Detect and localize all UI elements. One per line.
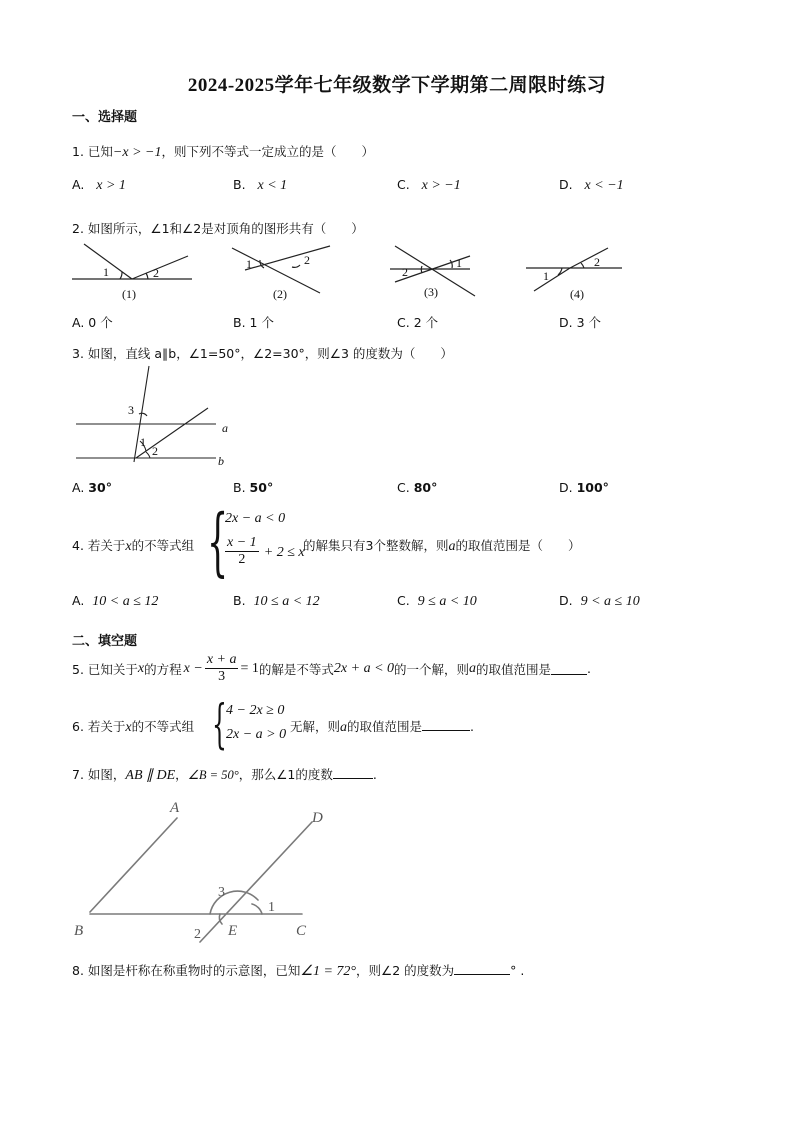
q5-frac-num: x + a — [206, 652, 237, 667]
question-6-prefix — [72, 717, 194, 736]
q7-answer-blank[interactable] — [333, 766, 373, 779]
fig2-arc-2 — [292, 265, 300, 267]
option-expr: x > −1 — [421, 178, 461, 193]
q4-option-a[interactable] — [72, 593, 158, 610]
q7-figure — [72, 792, 342, 948]
q6-post: 无解，则 — [290, 719, 341, 734]
question-2-stem: 2. 如图所示，∠1和∠2是对顶角的图形共有（ ） — [72, 221, 364, 236]
question-1-stem — [72, 142, 374, 161]
option-label: C. — [397, 480, 410, 495]
arc-3 — [139, 413, 147, 416]
q6-row2: 2x − a > 0 — [226, 727, 287, 742]
fig4-caption: (4) — [570, 287, 584, 301]
q8-pre: 8. 如图是杆称在称重物时的示意图，已知 — [72, 963, 301, 978]
q5-answer-blank[interactable] — [551, 662, 587, 675]
option-label: D. — [559, 315, 573, 330]
option-expr: 10 < a ≤ 12 — [92, 594, 159, 609]
q3-option-c[interactable] — [397, 480, 437, 495]
label-a: a — [222, 421, 228, 435]
option-expr: 2 个 — [413, 315, 439, 330]
arc-1 — [252, 904, 262, 914]
q2-option-d[interactable] — [559, 313, 601, 331]
q6-var2: a — [340, 720, 348, 735]
option-expr: 80° — [413, 480, 438, 495]
q7-post: ，那么∠1的度数 — [238, 767, 333, 782]
q7-cond1: AB ∥ DE — [125, 768, 176, 783]
fig4-ray-right — [570, 248, 608, 268]
q6-var: x — [125, 720, 132, 735]
q8-end: ° . — [510, 963, 525, 978]
angle-label-3: 3 — [218, 885, 225, 900]
q5-mid: 的方程 — [144, 661, 182, 677]
q3-option-d[interactable] — [559, 480, 609, 495]
q4-row2 — [225, 535, 305, 568]
fig4-label-1: 1 — [543, 269, 549, 283]
option-label: C. — [397, 315, 410, 330]
fig2-line-b — [245, 246, 330, 270]
label-1: 1 — [140, 435, 146, 449]
option-expr: 50° — [249, 480, 274, 495]
option-label: A. — [72, 315, 85, 330]
q4-var: x — [125, 539, 132, 554]
option-expr: 100° — [576, 480, 609, 495]
q5-pre: 5. 已知关于 — [72, 661, 138, 677]
question-4-prefix — [72, 536, 194, 555]
q4-option-d[interactable] — [559, 593, 640, 610]
fig3-label-2: 2 — [402, 265, 408, 279]
option-label: C. — [397, 177, 410, 192]
point-A: A — [170, 800, 180, 816]
option-expr: 0 个 — [88, 315, 113, 330]
q4-fraction — [225, 535, 259, 568]
option-expr: x < −1 — [584, 178, 624, 193]
question-3-stem: 3. 如图，直线 a∥b，∠1=50°，∠2=30°，则∠3 的度数为（ ） — [72, 346, 453, 361]
q5-post2: 的取值范围是 — [476, 661, 552, 677]
q4-system-brace: { — [207, 499, 229, 585]
option-label: B. — [233, 177, 246, 192]
q1-prefix: 1. 已知 — [72, 144, 113, 159]
fig2-caption: (2) — [273, 287, 287, 301]
fig1-arc-2 — [146, 273, 148, 279]
q1-condition: −x > −1 — [112, 145, 162, 160]
q4-option-b[interactable] — [233, 593, 320, 610]
fig1-label-2: 2 — [153, 266, 159, 280]
option-expr: x < 1 — [257, 178, 288, 193]
option-expr: 10 ≤ a < 12 — [253, 594, 320, 609]
fig2-label-1: 1 — [246, 257, 252, 271]
option-expr: 9 ≤ a < 10 — [417, 594, 477, 609]
label-3: 3 — [128, 403, 134, 417]
q6-pre: 6. 若关于 — [72, 719, 126, 734]
option-expr: 9 < a ≤ 10 — [580, 594, 640, 609]
q2-option-c[interactable] — [397, 313, 438, 331]
q1-option-c[interactable] — [397, 177, 461, 194]
q4-var2: a — [448, 539, 456, 554]
option-label: B. — [233, 315, 246, 330]
q4-row1 — [225, 511, 285, 527]
option-label: D. — [559, 593, 573, 608]
q6-system-brace: { — [212, 695, 227, 755]
label-2: 2 — [152, 444, 158, 458]
q8-post: ，则∠2 的度数为 — [356, 963, 455, 978]
q5-ineq: 2x + a < 0 — [333, 660, 395, 676]
q8-answer-blank[interactable] — [454, 962, 510, 975]
option-label: B. — [233, 593, 246, 608]
question-7 — [72, 765, 377, 784]
q3-option-b[interactable] — [233, 480, 273, 495]
point-D: D — [312, 810, 323, 826]
q1-option-a[interactable] — [72, 177, 126, 194]
section-heading-choice: 一、选择题 — [72, 110, 138, 125]
q5-mid2: 的解是不等式 — [258, 661, 334, 677]
option-label: A. — [72, 177, 85, 192]
q6-answer-blank[interactable] — [422, 718, 470, 731]
arc-2 — [146, 452, 150, 458]
q4-row1-expr: 2x − a < 0 — [225, 511, 286, 526]
q2-option-a[interactable] — [72, 313, 113, 331]
q1-option-d[interactable] — [559, 177, 624, 194]
q7-end: . — [372, 767, 377, 782]
q4-option-c[interactable] — [397, 593, 477, 610]
q7-pre: 7. 如图， — [72, 767, 126, 782]
question-8 — [72, 961, 524, 980]
option-expr: 30° — [88, 480, 112, 495]
q5-eq-rhs: = 1 — [240, 660, 259, 676]
q8-cond: ∠1 = 72° — [300, 964, 357, 979]
option-label: A. — [72, 593, 85, 608]
q5-fraction — [205, 652, 239, 685]
fig1-arc-1 — [120, 272, 122, 279]
fig4-label-2: 2 — [594, 255, 600, 269]
q1-suffix: ，则下列不等式一定成立的是（ ） — [161, 144, 374, 159]
fig1-ray-right — [132, 256, 188, 279]
fig3-label-1: 1 — [456, 256, 462, 270]
point-C: C — [296, 923, 307, 939]
q4-row2-tail: + 2 ≤ x — [263, 545, 305, 560]
q3-figure — [70, 362, 240, 470]
q5-end: . — [587, 661, 592, 676]
fig3-arc-1 — [450, 260, 452, 268]
fig3-caption: (3) — [424, 285, 438, 299]
q6-mid: 的不等式组 — [131, 719, 195, 734]
q4-frac-num: x − 1 — [227, 535, 257, 550]
q2-figures — [60, 238, 660, 304]
q6-post2: 的取值范围是 — [347, 719, 423, 734]
fig2-label-2: 2 — [304, 253, 310, 267]
q6-row1: 4 − 2x ≥ 0 — [226, 703, 285, 718]
fig4-ray-left — [534, 268, 570, 291]
q5-var2: a — [469, 660, 477, 676]
q1-option-b[interactable] — [233, 177, 287, 194]
q3-option-a[interactable] — [72, 480, 112, 495]
option-label: A. — [72, 480, 85, 495]
q7-sep: ， — [175, 767, 188, 782]
option-label: B. — [233, 480, 246, 495]
fig4-arc-2 — [581, 263, 584, 268]
fig1-label-1: 1 — [103, 265, 109, 279]
label-b: b — [218, 454, 224, 468]
question-5 — [72, 652, 591, 685]
q7-cond2: ∠B = 50° — [187, 768, 239, 782]
angle-label-2: 2 — [194, 927, 201, 942]
option-label: D. — [559, 177, 573, 192]
option-expr: 3 个 — [576, 315, 602, 330]
page-title: 2024-2025学年七年级数学下学期第二周限时练习 — [187, 75, 607, 96]
option-expr: 1 个 — [249, 315, 274, 330]
q5-var: x — [137, 660, 145, 676]
q6-end: . — [470, 719, 475, 734]
point-B: B — [74, 923, 84, 939]
segment-AB — [90, 818, 177, 912]
point-E: E — [228, 923, 238, 939]
q4-frac-den: 2 — [238, 552, 246, 567]
q5-frac-den: 3 — [218, 669, 226, 684]
q4-mid: 的不等式组 — [131, 538, 195, 553]
q2-option-b[interactable] — [233, 313, 274, 331]
q5-eq-lhs: x − — [183, 660, 203, 676]
q4-pre: 4. 若关于 — [72, 538, 126, 553]
fig1-caption: (1) — [122, 287, 136, 301]
option-label: C. — [397, 593, 410, 608]
angle-label-1: 1 — [268, 900, 275, 915]
q4-post2: 的取值范围是（ ） — [455, 538, 581, 553]
question-4-suffix — [303, 536, 580, 555]
option-expr: x > 1 — [96, 178, 126, 193]
option-label: D. — [559, 480, 573, 495]
q5-post: 的一个解，则 — [394, 661, 470, 677]
question-6-suffix — [290, 717, 474, 736]
section-heading-fill: 二、填空题 — [72, 634, 138, 649]
q4-post: 的解集只有3个整数解，则 — [303, 538, 449, 553]
